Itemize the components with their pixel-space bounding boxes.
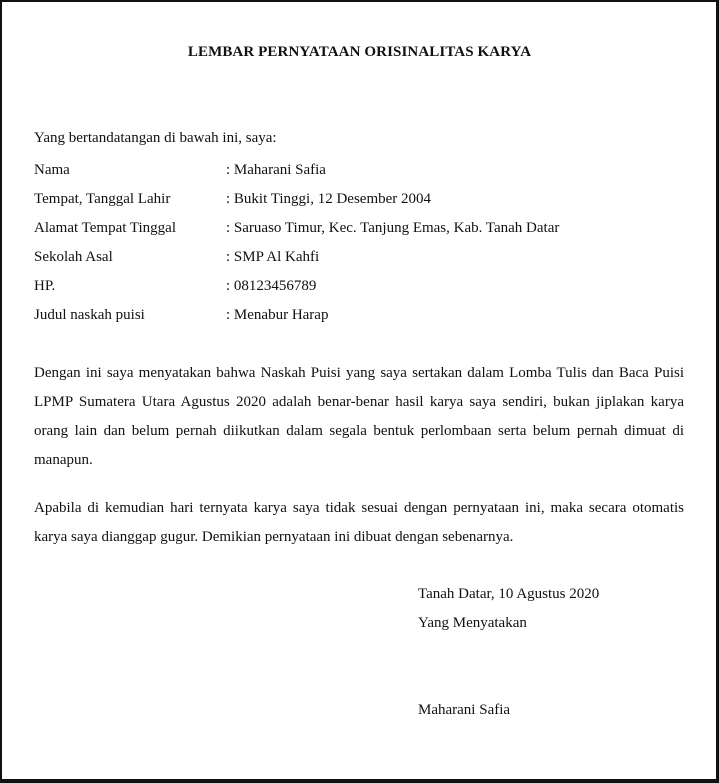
field-value: : 08123456789 — [226, 278, 317, 294]
field-label: Alamat Tempat Tinggal — [34, 220, 177, 236]
signature-place-date: Tanah Datar, 10 Agustus 2020 — [418, 586, 600, 602]
field-value: : Maharani Safia — [226, 162, 326, 178]
field-label: Judul naskah puisi — [34, 307, 145, 323]
field-value: : Bukit Tinggi, 12 Desember 2004 — [226, 191, 432, 207]
consequence-paragraph: Apabila di kemudian hari ternyata karya saya tidak sesuai dengan pernyataan ini, maka secara otomatis karya saya dianggap gugur. Demikian pernyataan ini dibuat dengan sebenarnya. — [34, 500, 684, 545]
intro-text: Yang bertandatangan di bawah ini, saya: — [34, 130, 277, 146]
field-label: Sekolah Asal — [34, 249, 113, 265]
signature-name: Maharani Safia — [418, 702, 511, 718]
field-value: : Menabur Harap — [226, 307, 329, 323]
field-value: : Saruaso Timur, Kec. Tanjung Emas, Kab. Tanah Datar — [226, 220, 560, 236]
field-value: : SMP Al Kahfi — [226, 249, 320, 265]
signature-role: Yang Menyatakan — [418, 615, 527, 631]
document-title: LEMBAR PERNYATAAN ORISINALITAS KARYA — [187, 44, 532, 60]
field-label: Nama — [34, 162, 70, 178]
statement-paragraph: Dengan ini saya menyatakan bahwa Naskah Puisi yang saya sertakan dalam Lomba Tulis dan Baca Puisi LPMP Sumatera Utara Agustus 2020 adalah benar-benar hasil karya saya sendiri, bukan jiplakan karya orang lain dan belum pernah diikutkan dalam segala bentuk perlombaan serta belum pernah dimuat di manapun. — [34, 365, 684, 468]
field-label: Tempat, Tanggal Lahir — [34, 191, 171, 207]
field-label: HP. — [34, 278, 56, 294]
